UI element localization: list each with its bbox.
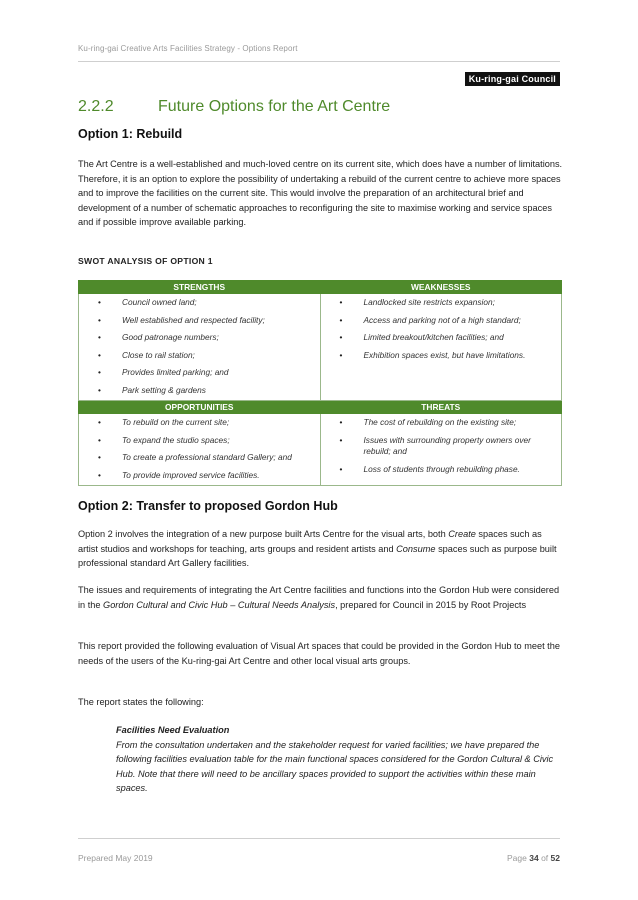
council-logo: Ku-ring-gai Council (465, 72, 560, 86)
list-item: • Loss of students through rebuilding phase. (327, 464, 556, 476)
list-item: • Park setting & gardens (85, 385, 314, 397)
swot-opportunities-cell (79, 414, 321, 486)
list-item: • Close to rail station; (85, 350, 314, 362)
swot-threats-cell (320, 414, 562, 486)
list-item: • To rebuild on the current site; (85, 417, 314, 429)
section-number: 2.2.2 (78, 98, 114, 115)
list-item: • To create a professional standard Gallery; and (85, 452, 314, 464)
option2-heading: Option 2: Transfer to proposed Gordon Hub (78, 499, 338, 513)
text-run-italic: Create (448, 529, 476, 539)
text-run: spaces such as artist studios and workshops for teaching, arts groups and resident artists and (78, 529, 542, 554)
swot-threats-header: THREATS (320, 401, 562, 414)
header-divider (78, 61, 560, 62)
list-item: • Provides limited parking; and (85, 367, 314, 379)
report-title: Gordon Cultural and Civic Hub – Cultural Needs Analysis (103, 599, 336, 610)
list-item: • Well established and respected facility; (85, 315, 314, 327)
quoted-excerpt (116, 723, 562, 796)
list-item: • Limited breakout/kitchen facilities; and (327, 332, 556, 344)
option2-paragraph-1 (78, 527, 564, 571)
list-item: • Council owned land; (85, 297, 314, 309)
quote-body: From the consultation undertaken and the stakeholder request for varied facilities; we have prepared the following facilities evaluation table for the main functional spaces considered for the Gordon Cultural & Civic Hub. Note that there will need to be ancillary spaces provided to support the activities within these main spaces. (116, 739, 554, 793)
page-current: 34 (529, 853, 539, 863)
list-item: • Access and parking not of a high standard; (327, 315, 556, 327)
swot-weaknesses-cell (320, 294, 562, 401)
swot-weaknesses-header: WEAKNESSES (320, 281, 562, 294)
list-item: • To expand the studio spaces; (85, 435, 314, 447)
list-item: • To provide improved service facilities. (85, 470, 314, 482)
text-run: The issues and requirements of integrating the Art Centre facilities and functions into the Gordon Hub were considered in the (78, 585, 560, 610)
section-title: Future Options for the Art Centre (158, 98, 391, 115)
opportunities-list (85, 417, 314, 481)
option1-heading: Option 1: Rebuild (78, 127, 183, 141)
swot-label: SWOT ANALYSIS OF OPTION 1 (78, 256, 213, 266)
threats-list (327, 417, 556, 475)
weaknesses-list (327, 297, 556, 361)
option2-paragraph-3: This report provided the following evaluation of Visual Art spaces that could be provided in the Gordon Hub to meet the needs of the users of the Ku-ring-gai Art Centre and other local visual arts groups. (78, 641, 560, 666)
swot-strengths-header: STRENGTHS (79, 281, 321, 294)
page-number (507, 853, 560, 863)
swot-opportunities-header: OPPORTUNITIES (79, 401, 321, 414)
text-run-italic: Consume (396, 543, 436, 554)
swot-strengths-cell (79, 294, 321, 401)
list-item: • Issues with surrounding property owners over rebuild; and (327, 435, 556, 458)
list-item: • The cost of rebuilding on the existing site; (327, 417, 556, 429)
footer-divider (78, 838, 560, 839)
text-run: Option 2 involves the integration of a new purpose built Arts Centre for the visual arts, both (78, 529, 446, 539)
option1-paragraph: The Art Centre is a well-established and much-loved centre on its current site, which does have a number of limitations. Therefore, it is an option to explore the possibility of undertaking a rebuild of the current centre to achieve more spaces and to improve the facilities on the current site. This would involve the preparation of an architectural brief and development of a number of schematic approaches to reconfiguring the site to maximise working and service spaces and if possible improve available parking. (78, 159, 563, 227)
quote-title: Facilities Need Evaluation (116, 725, 230, 735)
option2-paragraph-4: The report states the following: (78, 697, 204, 707)
page-prefix: Page (506, 853, 527, 863)
list-item: • Landlocked site restricts expansion; (327, 297, 556, 309)
section-heading (78, 98, 390, 116)
strengths-list (85, 297, 314, 396)
option2-paragraph-2 (78, 583, 564, 612)
swot-table (78, 280, 562, 486)
list-item: • Good patronage numbers; (85, 332, 314, 344)
footer-prepared-date: Prepared May 2019 (78, 853, 153, 863)
text-run: spaces such as purpose built professional standard Art Gallery facilities. (78, 543, 557, 568)
page-total: 52 (550, 853, 560, 863)
page-of: of (541, 853, 549, 863)
running-header: Ku-ring-gai Creative Arts Facilities Strategy - Options Report (78, 44, 298, 53)
text-run: , prepared for Council in 2015 by Root Projects (335, 599, 527, 610)
list-item: • Exhibition spaces exist, but have limitations. (327, 350, 556, 362)
